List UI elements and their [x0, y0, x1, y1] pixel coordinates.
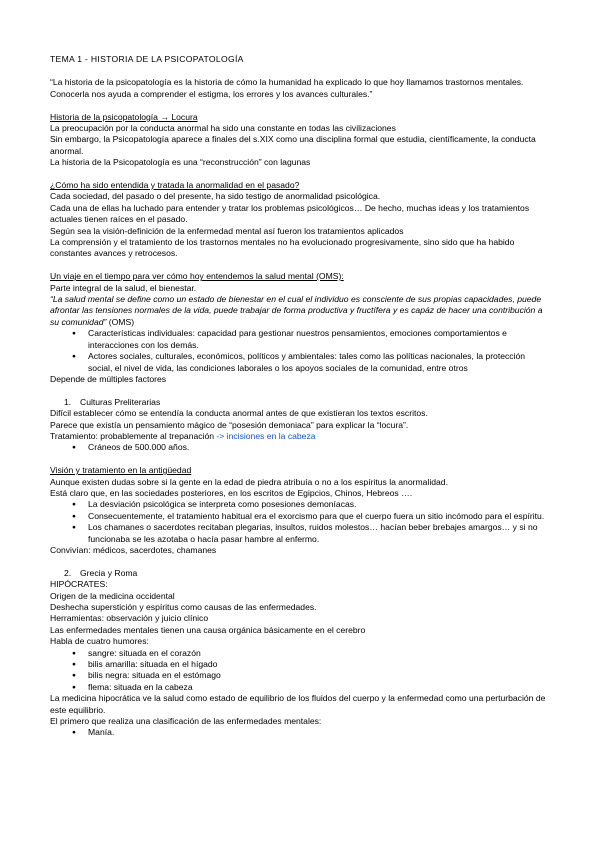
document-title: TEMA 1 - HISTORIA DE LA PSICOPATOLOGÍA: [50, 54, 244, 64]
section-heading-anormalidad: ¿Cómo ha sido entendida y tratada la anormalidad en el pasado?: [50, 180, 300, 191]
paragraph: La historia de la Psicopatología es una “reconstrucción” con lagunas: [50, 157, 311, 168]
list-item: ● Características individuales: capacidad para gestionar nuestros pensamientos, emociones comportamientos e interacciones con los demás.: [76, 328, 550, 351]
subheading-hipocrates: HIPÓCRATES:: [50, 579, 108, 590]
paragraph: Está claro que, en las sociedades posteriores, en los escritos de Egipcios, Chinos, Hebreos ….: [50, 487, 413, 498]
section-heading-locura: Historia de la psicopatología → Locura: [50, 111, 198, 122]
list-item: ● bilis amarilla: situada en el hígado: [76, 659, 550, 670]
paragraph: El primero que realiza una clasificación de las enfermedades mentales:: [50, 716, 322, 727]
treatment-text: Tratamiento: probablemente al trepanación: [50, 430, 217, 441]
paragraph: Difícil establecer cómo se entendía la conducta anormal antes de que existieran los textos escritos.: [50, 408, 428, 419]
paragraph: Origen de la medicina occidental: [50, 590, 175, 601]
list-item: ● flema: situada en la cabeza: [76, 682, 550, 693]
section-heading-oms: Un viaje en el tiempo para ver cómo hoy entendemos la salud mental (OMS):: [50, 271, 344, 282]
bullet-list: [50, 727, 550, 738]
list-item: ● bilis negra: situada en el estómago: [76, 670, 550, 681]
paragraph: Las enfermedades mentales tienen una causa orgánica básicamente en el cerebro: [50, 624, 366, 635]
paragraph: Habla de cuatro humores:: [50, 636, 149, 647]
humors-list: [50, 648, 550, 694]
paragraph: Cada una de ellas ha luchado para entender y tratar los problemas psicológicos… De hecho, muchas ideas y los tratamientos actuales tienen raíces en el pasado.: [50, 202, 530, 225]
paragraph: Cada sociedad, del pasado o del presente, ha sido testigo de anormalidad psicológica.: [50, 191, 381, 202]
paragraph: Herramientas: observación y juicio clínico: [50, 613, 209, 624]
section-heading-antiguedad: Visión y tratamiento en la antigüedad: [50, 465, 192, 476]
bullet-list: [50, 499, 550, 545]
numbered-heading-preliterarias: [50, 397, 550, 408]
oms-quote: “La salud mental se define como un estado de bienestar en el cual el individuo es consciente de sus propias capacidades, puede afrontar las tensiones normales de la vida, puede trabajar de forma productiva y fructífera y es capáz de hacer una contribución a su comunidad”: [50, 294, 543, 327]
list-item: ● La desviación psicológica se interpreta como posesiones demoníacas.: [76, 499, 550, 510]
list-item: ● Los chamanes o sacerdotes recitaban plegarias, insultos, ruidos molestos… hacían beber brebajes amargos… y si no funcionaba se les azotaba o hacía pasar hambre al enfermo.: [76, 522, 550, 545]
paragraph: La medicina hipocrática ve la salud como estado de equilibrio de los fluidos del cuerpo y la enfermedad como una perturbación de este equilibrio.: [50, 693, 546, 715]
treatment-link[interactable]: -> incisiones en la cabeza: [216, 430, 316, 441]
bullet-list: [50, 328, 550, 374]
paragraph: Sin embargo, la Psicopatología aparece a finales del s.XIX como una disciplina formal que estudia, científicamente, la conducta anormal.: [50, 134, 536, 156]
paragraph: Depende de múltiples factores: [50, 373, 167, 384]
paragraph: Según sea la visión-definición de la enfermedad mental así fueron los tratamientos aplicados: [50, 225, 404, 236]
paragraph: Parece que existía un pensamiento mágico de “posesión demoniaca” para explicar la “locura”.: [50, 419, 409, 430]
list-item: ● Cráneos de 500.000 años.: [76, 442, 550, 453]
list-item: ● Actores sociales, culturales, económicos, políticos y ambientales: tales como las políticas nacionales, la protección social, el nivel de vida, las condiciones laborales o los apoyos sociales de la comunidad, entre otros: [76, 351, 550, 374]
intro-quote: “La historia de la psicopatología es la historia de cómo la humanidad ha explicado lo que hoy llamamos trastornos mentales. Conocerla nos ayuda a comprender el estigma, los errores y los avances culturales.”: [50, 77, 524, 99]
list-item: ● Manía.: [76, 727, 550, 738]
paragraph: Parte integral de la salud, el bienestar.: [50, 282, 197, 293]
list-item: ● sangre: situada en el corazón: [76, 648, 550, 659]
paragraph: Convivían: médicos, sacerdotes, chamanes: [50, 544, 217, 555]
numbered-heading-grecia-roma: [50, 568, 550, 579]
heading-text: Grecia y Roma: [80, 567, 138, 578]
treatment-line: [50, 431, 550, 442]
heading-number: 2.: [64, 567, 72, 578]
paragraph: La preocupación por la conducta anormal ha sido una constante en todas las civilizaciones: [50, 123, 396, 134]
heading-number: 1.: [64, 396, 72, 407]
list-item: ● Consecuentemente, el tratamiento habitual era el exorcismo para que el cuerpo fuera un sitio incómodo para el espíritu.: [76, 511, 550, 522]
paragraph: La comprensión y el tratamiento de los trastornos mentales no ha evolucionado progresivamente, sino sido que ha habido constantes avances y retrocesos.: [50, 237, 515, 259]
oms-definition: [50, 294, 550, 328]
heading-text: Culturas Preliterarias: [80, 396, 161, 407]
paragraph: Aunque existen dudas sobre si la gente en la edad de piedra atribuía o no a los espíritus la anormalidad.: [50, 476, 448, 487]
bullet-list: [50, 442, 550, 453]
paragraph: Deshecha superstición y espíritus como causas de las enfermedades.: [50, 602, 317, 612]
document-page: [50, 54, 550, 739]
oms-source: (OMS): [106, 316, 135, 327]
